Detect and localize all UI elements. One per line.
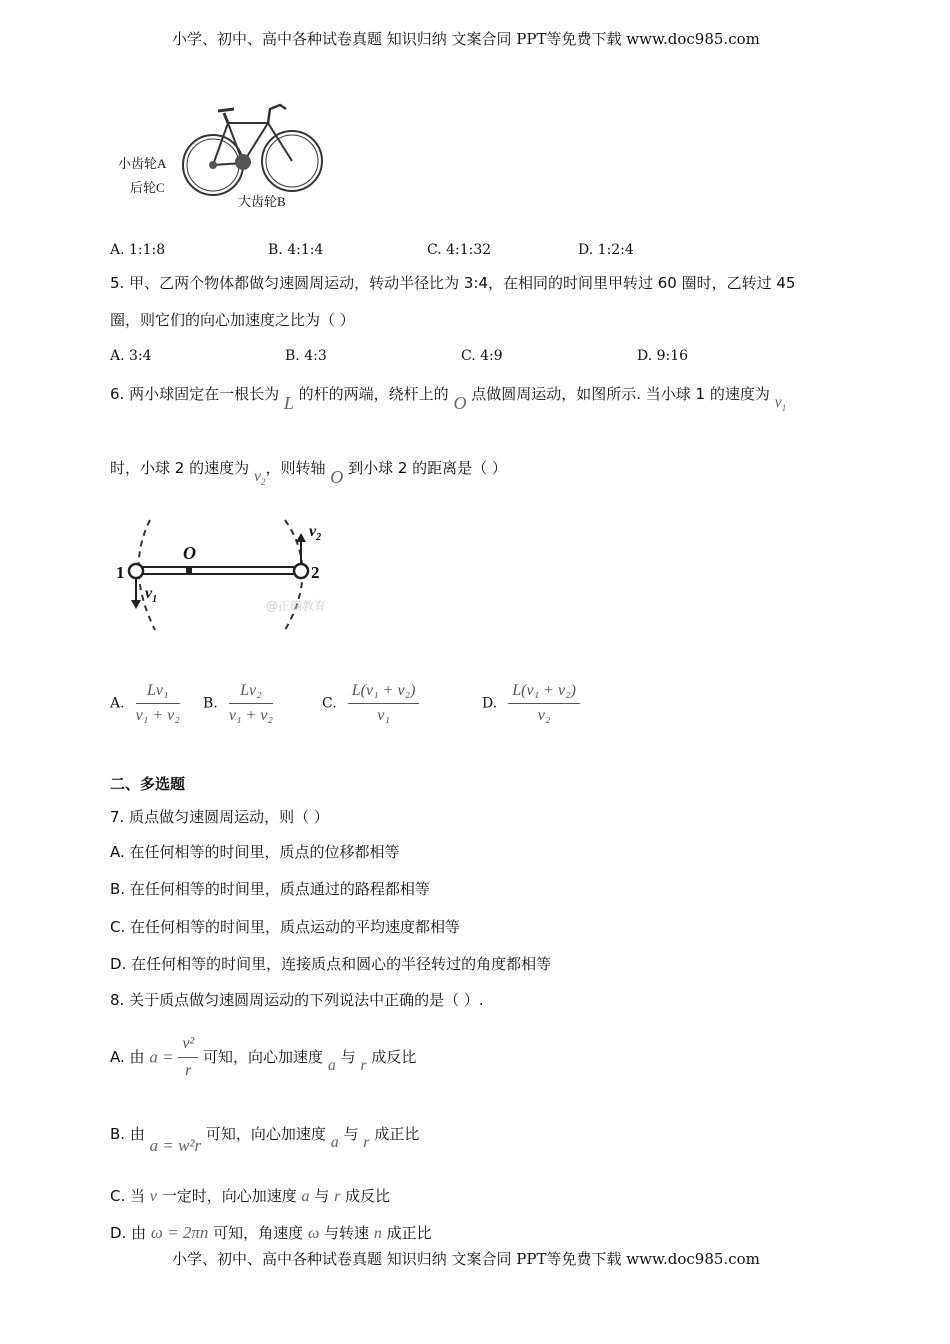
- q6-option-d: D. $\frac{\text{L(v₁ + v₂)}}{\text{v₂}}$: [482, 682, 580, 725]
- pivot-mark: [186, 568, 192, 573]
- q5-stem-line1: 5. 甲、乙两个物体都做匀速圆周运动，转动半径比为 3:4，在相同的时间里甲转过 60 圈时，乙转过 45: [110, 274, 796, 292]
- q5-option-c: C. 4:9: [461, 348, 503, 364]
- q4-option-c: C. 4:1:32: [427, 242, 492, 258]
- q6-option-c: C. $\frac{\text{L(v₁ + v₂)}}{\text{v₁}}$: [322, 682, 419, 725]
- label-rear-wheel: 后轮C: [130, 180, 165, 195]
- q6-symbol-v1: $v_1$: [774, 394, 787, 414]
- q6-option-b: B. $\frac{\text{Lv₂}}{\text{v₁ + v₂}}$: [203, 682, 273, 724]
- bicycle-figure: [110, 95, 340, 215]
- q8-option-b: B. 由 a = w²r 可知，向心加速度 a 与 r 成正比: [110, 1125, 420, 1155]
- big-gear: [235, 154, 251, 170]
- pivot-label: O: [183, 543, 196, 563]
- q7-option-d: D. 在任何相等的时间里，连接质点和圆心的半径转过的角度都相等: [110, 955, 552, 973]
- q5-option-d: D. 9:16: [637, 348, 689, 364]
- ball-2: [294, 564, 308, 578]
- q6-stem-line1: [110, 383, 787, 414]
- label-big-gear: 大齿轮B: [238, 194, 286, 209]
- q5-stem-line2: 圈，则它们的向心加速度之比为（ ）: [110, 311, 355, 329]
- q8-option-a: A. 由 a = $\frac{\text{v²}}{r}$ 可知，向心加速度 a 与 r 成反比: [110, 1035, 417, 1079]
- page-footer: 小学、初中、高中各种试卷真题 知识归纳 文案合同 PPT等免费下载 www.doc985.com: [172, 1250, 760, 1268]
- q6-text-1: 6. 两小球固定在一根长为: [110, 385, 280, 403]
- q6-stem-line2: [110, 457, 507, 488]
- q5-option-a: A. 3:4: [110, 348, 152, 364]
- small-gear: [209, 161, 217, 169]
- ball-1-label: 1: [116, 563, 125, 582]
- q7-option-a: A. 在任何相等的时间里，质点的位移都相等: [110, 843, 400, 861]
- q6-option-a: A. $\frac{\text{Lv₁}}{\text{v₁ + v₂}}$: [110, 682, 180, 724]
- rod: [136, 567, 301, 574]
- q6-symbol-v2: $v_2$: [253, 468, 266, 488]
- ball-2-label: 2: [311, 563, 320, 582]
- rod-diagram: [110, 515, 350, 635]
- q6-text-3: 点做圆周运动，如图所示. 当小球 1 的速度为: [471, 385, 770, 403]
- q7-stem: 7. 质点做匀速圆周运动，则（ ）: [110, 808, 329, 826]
- q7-option-c: C. 在任何相等的时间里，质点运动的平均速度都相等: [110, 918, 461, 936]
- q4-option-b: B. 4:1:4: [268, 242, 324, 258]
- q5-option-b: B. 4:3: [285, 348, 327, 364]
- q6-text-6: 到小球 2 的距离是（ ）: [348, 459, 507, 477]
- v1-label: $v_1$: [145, 585, 158, 606]
- watermark: @正确教育: [266, 599, 327, 613]
- q6-text-5: ，则转轴: [265, 459, 326, 477]
- label-small-gear: 小齿轮A: [118, 156, 167, 171]
- q8-option-c: C. 当 v 一定时，向心加速度 a 与 r 成反比: [110, 1187, 391, 1205]
- q8-stem: 8. 关于质点做匀速圆周运动的下列说法中正确的是（ ）.: [110, 991, 484, 1009]
- q4-option-a: A. 1:1:8: [110, 242, 166, 258]
- ball-1: [129, 564, 143, 578]
- section-title-multiple-choice: 二、多选题: [110, 775, 186, 793]
- q6-text-2: 的杆的两端，绕杆上的: [298, 385, 449, 403]
- q7-option-b: B. 在任何相等的时间里，质点通过的路程都相等: [110, 880, 430, 898]
- q8-option-d: D. 由 ω = 2πn 可知，角速度 ω 与转速 n 成正比: [110, 1223, 432, 1242]
- q6-symbol-o: O: [453, 393, 467, 413]
- q6-text-4: 时，小球 2 的速度为: [110, 459, 250, 477]
- q6-symbol-l: L: [283, 393, 294, 413]
- page-header: 小学、初中、高中各种试卷真题 知识归纳 文案合同 PPT等免费下载 www.doc985.com: [172, 30, 760, 48]
- q4-option-d: D. 1:2:4: [578, 242, 634, 258]
- v2-label: $v_2$: [309, 523, 322, 544]
- q6-symbol-o-2: O: [330, 467, 344, 487]
